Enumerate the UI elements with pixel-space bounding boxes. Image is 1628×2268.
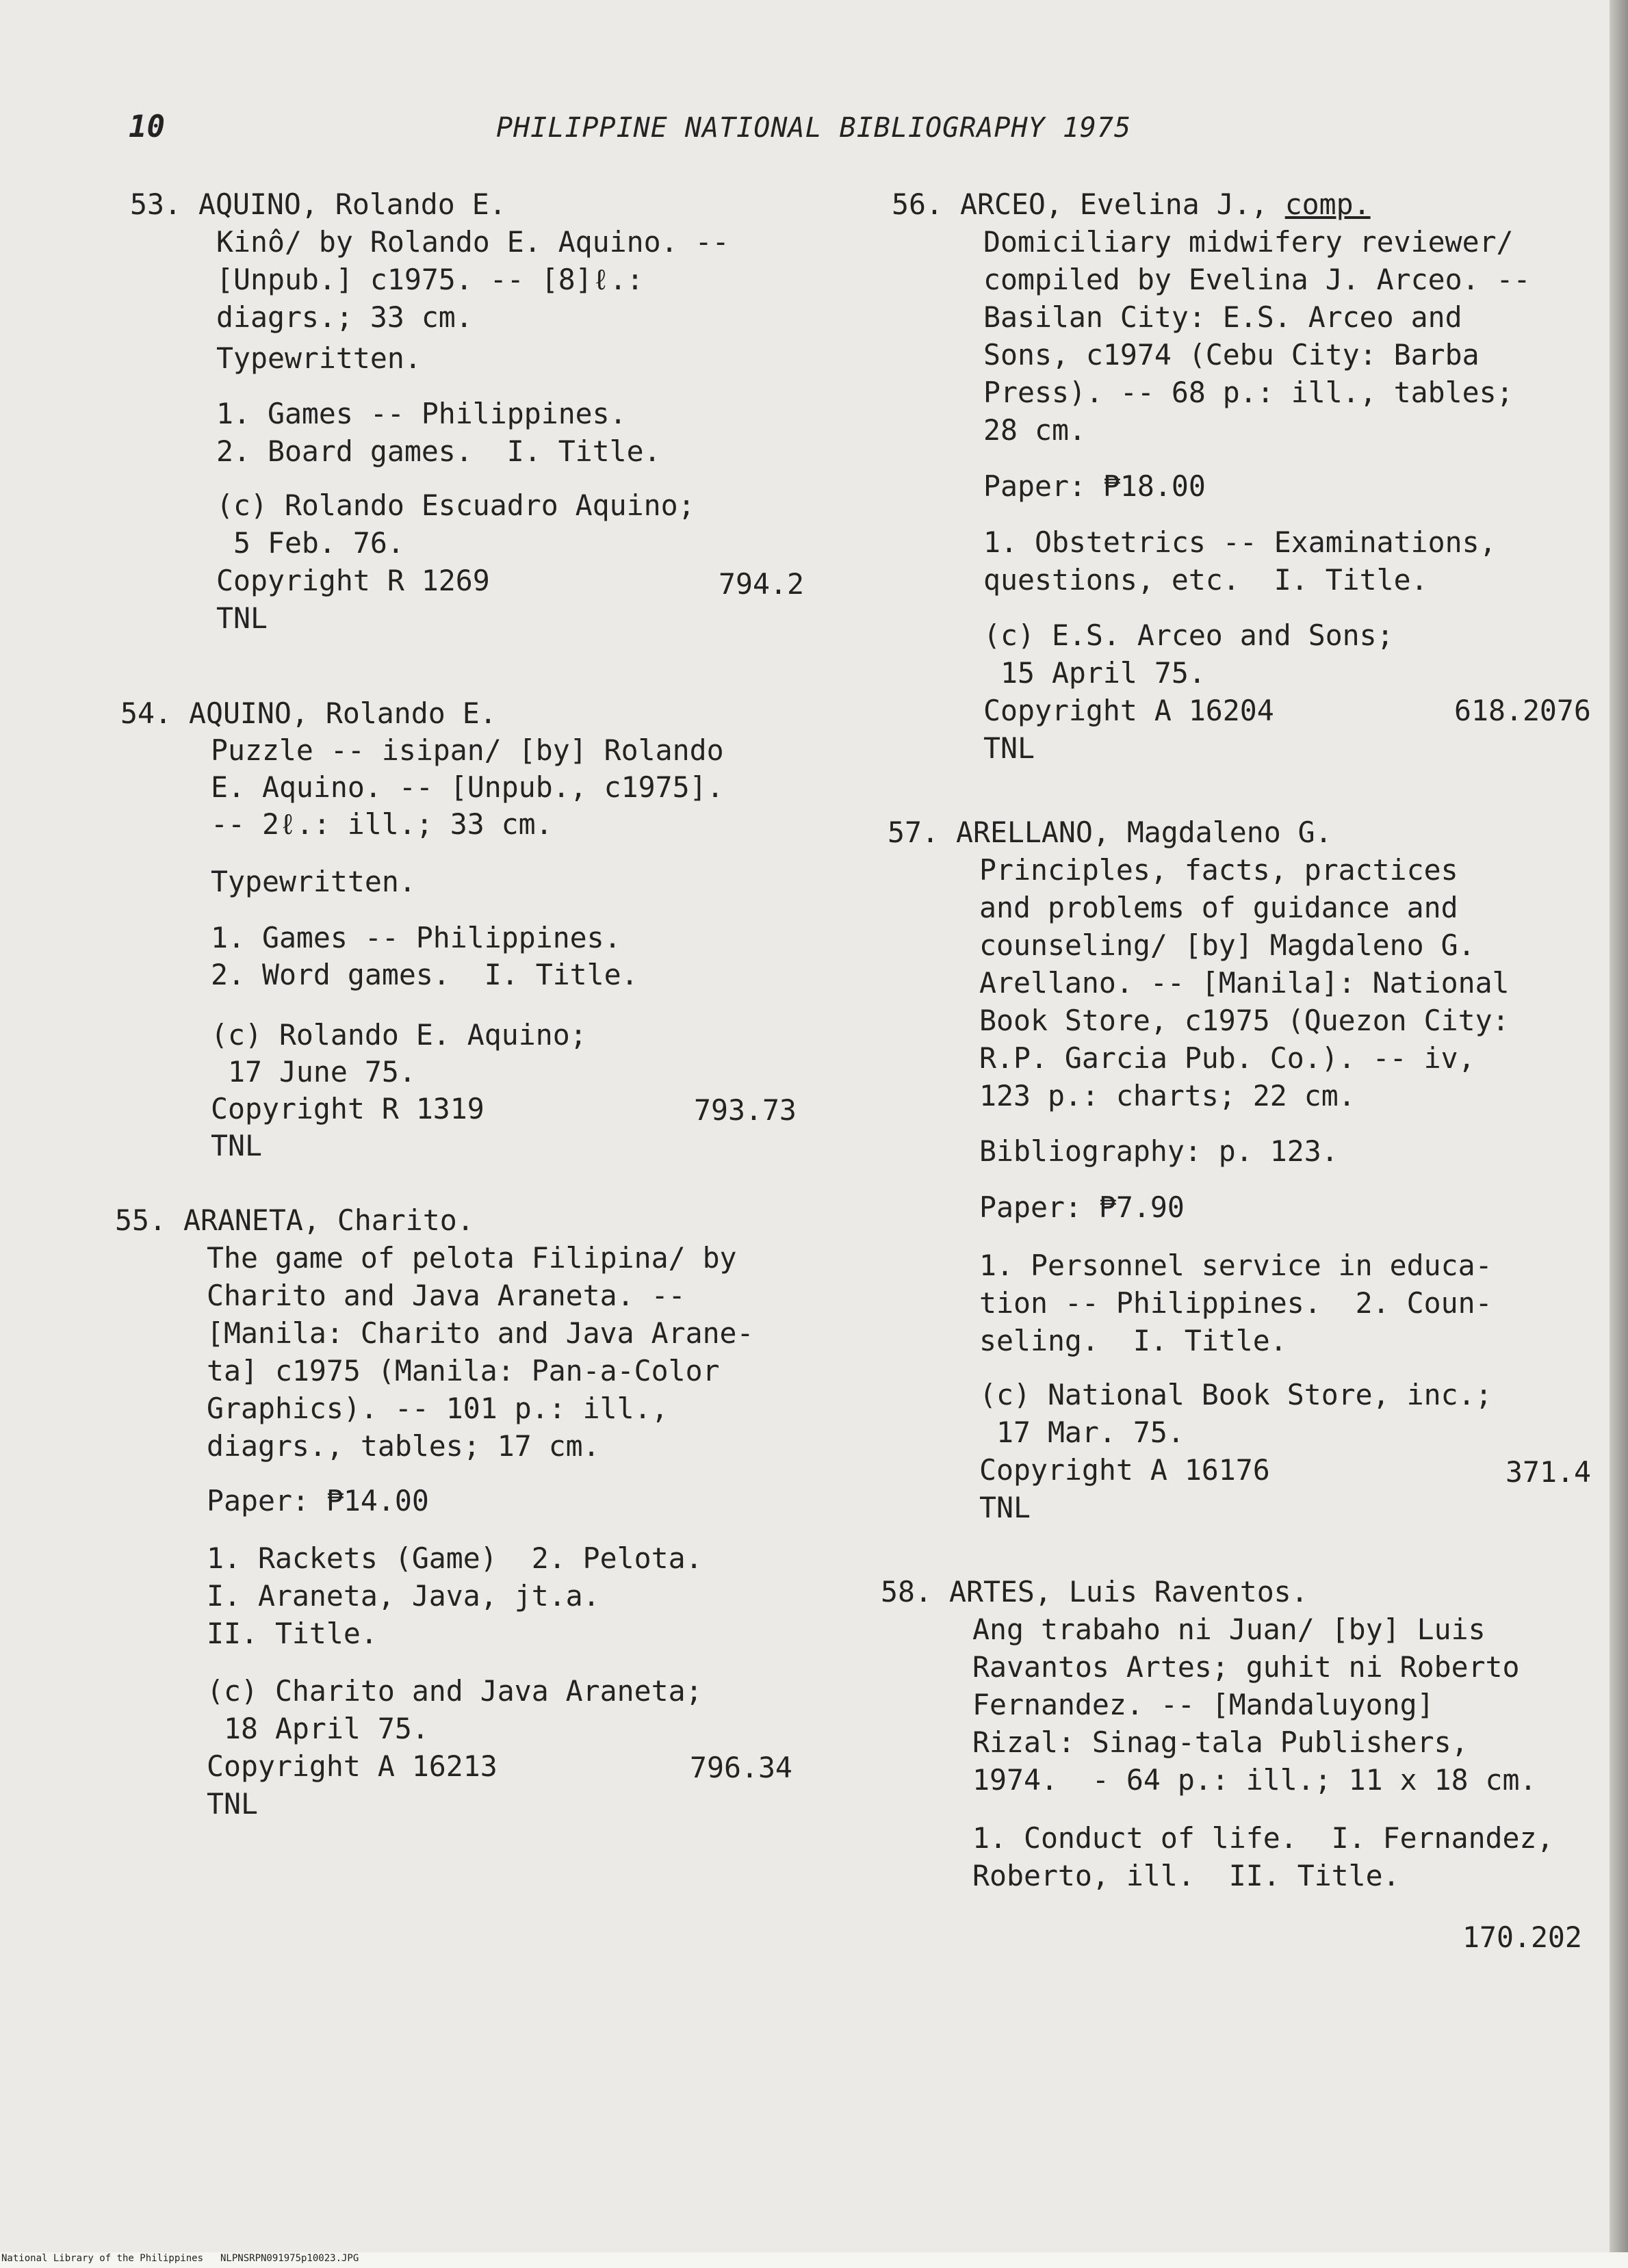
entry-line: Puzzle -- isipan/ [by] Rolando [211,733,724,767]
entry-subject: II. Title. [207,1617,378,1650]
entry-heading [892,186,1371,223]
entry-subject: 1. Rackets (Game) 2. Pelota. [207,1541,703,1575]
entry-line: 1974. - 64 p.: ill.; 11 x 18 cm. [972,1763,1537,1797]
entry-author: ARELLANO, Magdaleno G. [955,816,1332,849]
entry-heading [881,1574,1308,1611]
entry-line: Basilan City: E.S. Arceo and [983,300,1462,334]
page-number: 10 [129,109,165,144]
entry-line: Ang trabaho ni Juan/ [by] Luis [972,1613,1486,1646]
entry-library-code: TNL [979,1491,1031,1524]
entry-note: Typewritten. [211,865,416,898]
entry-role: comp. [1284,187,1371,221]
entry-line: Domiciliary midwifery reviewer/ [983,225,1514,259]
footer-source: National Library of the Philippines [1,2253,204,2264]
entry-line: Sons, c1974 (Cebu City: Barba [983,338,1480,372]
entry-copyright-number: Copyright A 16204 [983,694,1274,727]
entry-note: Bibliography: p. 123. [979,1134,1339,1168]
classification-number: 793.73 [694,1093,797,1127]
entry-line: and problems of guidance and [979,891,1458,924]
entry-copyright-date: 17 June 75. [211,1055,416,1089]
entry-price: Paper: ₱18.00 [983,469,1206,503]
classification-number: 371.4 [1506,1455,1591,1489]
entry-number: 56. [892,187,943,221]
entry-author: ARANETA, Charito. [183,1203,474,1237]
entry-line: Press). -- 68 p.: ill., tables; [983,376,1514,409]
classification-number: 170.202 [1462,1920,1582,1954]
entry-line: diagrs., tables; 17 cm. [207,1429,600,1463]
entry-subject: questions, etc. I. Title. [983,563,1428,597]
entry-library-code: TNL [983,731,1035,765]
entry-author: ARCEO, Evelina J., [959,187,1285,221]
entry-subject: seling. I. Title. [979,1324,1287,1357]
classification-number: 796.34 [690,1751,792,1784]
entry-number: 53. [130,187,181,221]
entry-note: Typewritten. [216,341,422,375]
entry-copyright-number: Copyright R 1269 [216,564,490,597]
entry-number: 57. [888,816,939,849]
entry-line: ta] c1975 (Manila: Pan-a-Color [207,1354,720,1387]
entry-subject: 1. Obstetrics -- Examinations, [983,525,1497,559]
entry-line: Rizal: Sinag-tala Publishers, [972,1725,1469,1759]
entry-price: Paper: ₱14.00 [207,1484,429,1517]
entry-line: Charito and Java Araneta. -- [207,1279,686,1312]
entry-copyright-holder: (c) E.S. Arceo and Sons; [983,618,1394,652]
entry-heading [888,814,1332,851]
entry-line: Kinô/ by Rolando E. Aquino. -- [216,225,729,259]
entry-heading [115,1202,474,1239]
entry-copyright-holder: (c) National Book Store, inc.; [979,1378,1493,1411]
entry-line: Graphics). -- 101 p.: ill., [207,1392,669,1425]
entry-line: 28 cm. [983,413,1086,447]
entry-number: 58. [881,1575,932,1608]
entry-subject: tion -- Philippines. 2. Coun- [979,1286,1493,1320]
entry-line: [Manila: Charito and Java Arane- [207,1316,754,1350]
entry-subject: 1. Games -- Philippines. [211,921,621,954]
entry-subject: 1. Conduct of life. I. Fernandez, [972,1821,1554,1855]
entry-number: 54. [120,696,172,730]
footer-filename: NLPNSRPN091975p10023.JPG [220,2253,359,2264]
entry-copyright-date: 15 April 75. [983,656,1206,690]
entry-subject: 2. Board games. I. Title. [216,434,661,468]
classification-number: 618.2076 [1454,694,1591,727]
entry-line: Fernandez. -- [Mandaluyong] [972,1688,1434,1721]
entry-subject: 1. Games -- Philippines. [216,397,627,430]
entry-line: Principles, facts, practices [979,853,1458,887]
entry-library-code: TNL [211,1129,262,1162]
entry-price: Paper: ₱7.90 [979,1190,1185,1224]
entry-copyright-holder: (c) Rolando E. Aquino; [211,1018,587,1052]
entry-copyright-number: Copyright A 16213 [207,1749,498,1783]
entry-subject: Roberto, ill. II. Title. [972,1859,1400,1892]
entry-library-code: TNL [216,601,268,635]
entry-author: ARTES, Luis Raventos. [948,1575,1308,1608]
entry-line: -- 2ℓ.: ill.; 33 cm. [211,807,553,841]
entry-subject: 2. Word games. I. Title. [211,958,638,991]
entry-subject: 1. Personnel service in educa- [979,1249,1493,1282]
running-title: PHILIPPINE NATIONAL BIBLIOGRAPHY 1975 [496,112,1132,144]
entry-subject: I. Araneta, Java, jt.a. [207,1579,600,1613]
entry-number: 55. [115,1203,166,1237]
entry-line: Arellano. -- [Manila]: National [979,966,1510,1000]
entry-line: Ravantos Artes; guhit ni Roberto [972,1650,1520,1684]
entry-author: AQUINO, Rolando E. [198,187,506,221]
entry-line: Book Store, c1975 (Quezon City: [979,1004,1510,1037]
entry-copyright-date: 5 Feb. 76. [216,526,404,560]
entry-copyright-number: Copyright A 16176 [979,1453,1270,1487]
entry-copyright-holder: (c) Rolando Escuadro Aquino; [216,488,695,522]
entry-author: AQUINO, Rolando E. [188,696,497,730]
entry-line: R.P. Garcia Pub. Co.). -- iv, [979,1041,1475,1075]
entry-copyright-holder: (c) Charito and Java Araneta; [207,1674,703,1708]
classification-number: 794.2 [719,567,804,601]
entry-copyright-date: 18 April 75. [207,1712,429,1745]
entry-copyright-number: Copyright R 1319 [211,1092,484,1125]
entry-copyright-date: 17 Mar. 75. [979,1416,1185,1449]
entry-line: 123 p.: charts; 22 cm. [979,1079,1356,1112]
entry-line: counseling/ [by] Magdaleno G. [979,928,1475,962]
entry-line: diagrs.; 33 cm. [216,300,473,334]
entry-library-code: TNL [207,1787,258,1821]
entry-line: E. Aquino. -- [Unpub., c1975]. [211,770,724,804]
entry-line: compiled by Evelina J. Arceo. -- [983,263,1531,296]
entry-line: [Unpub.] c1975. -- [8]ℓ.: [216,263,644,296]
entry-heading [120,695,497,732]
entry-line: The game of pelota Filipina/ by [207,1241,737,1275]
page-edge-shadow [1610,0,1628,2268]
entry-heading [130,186,506,223]
